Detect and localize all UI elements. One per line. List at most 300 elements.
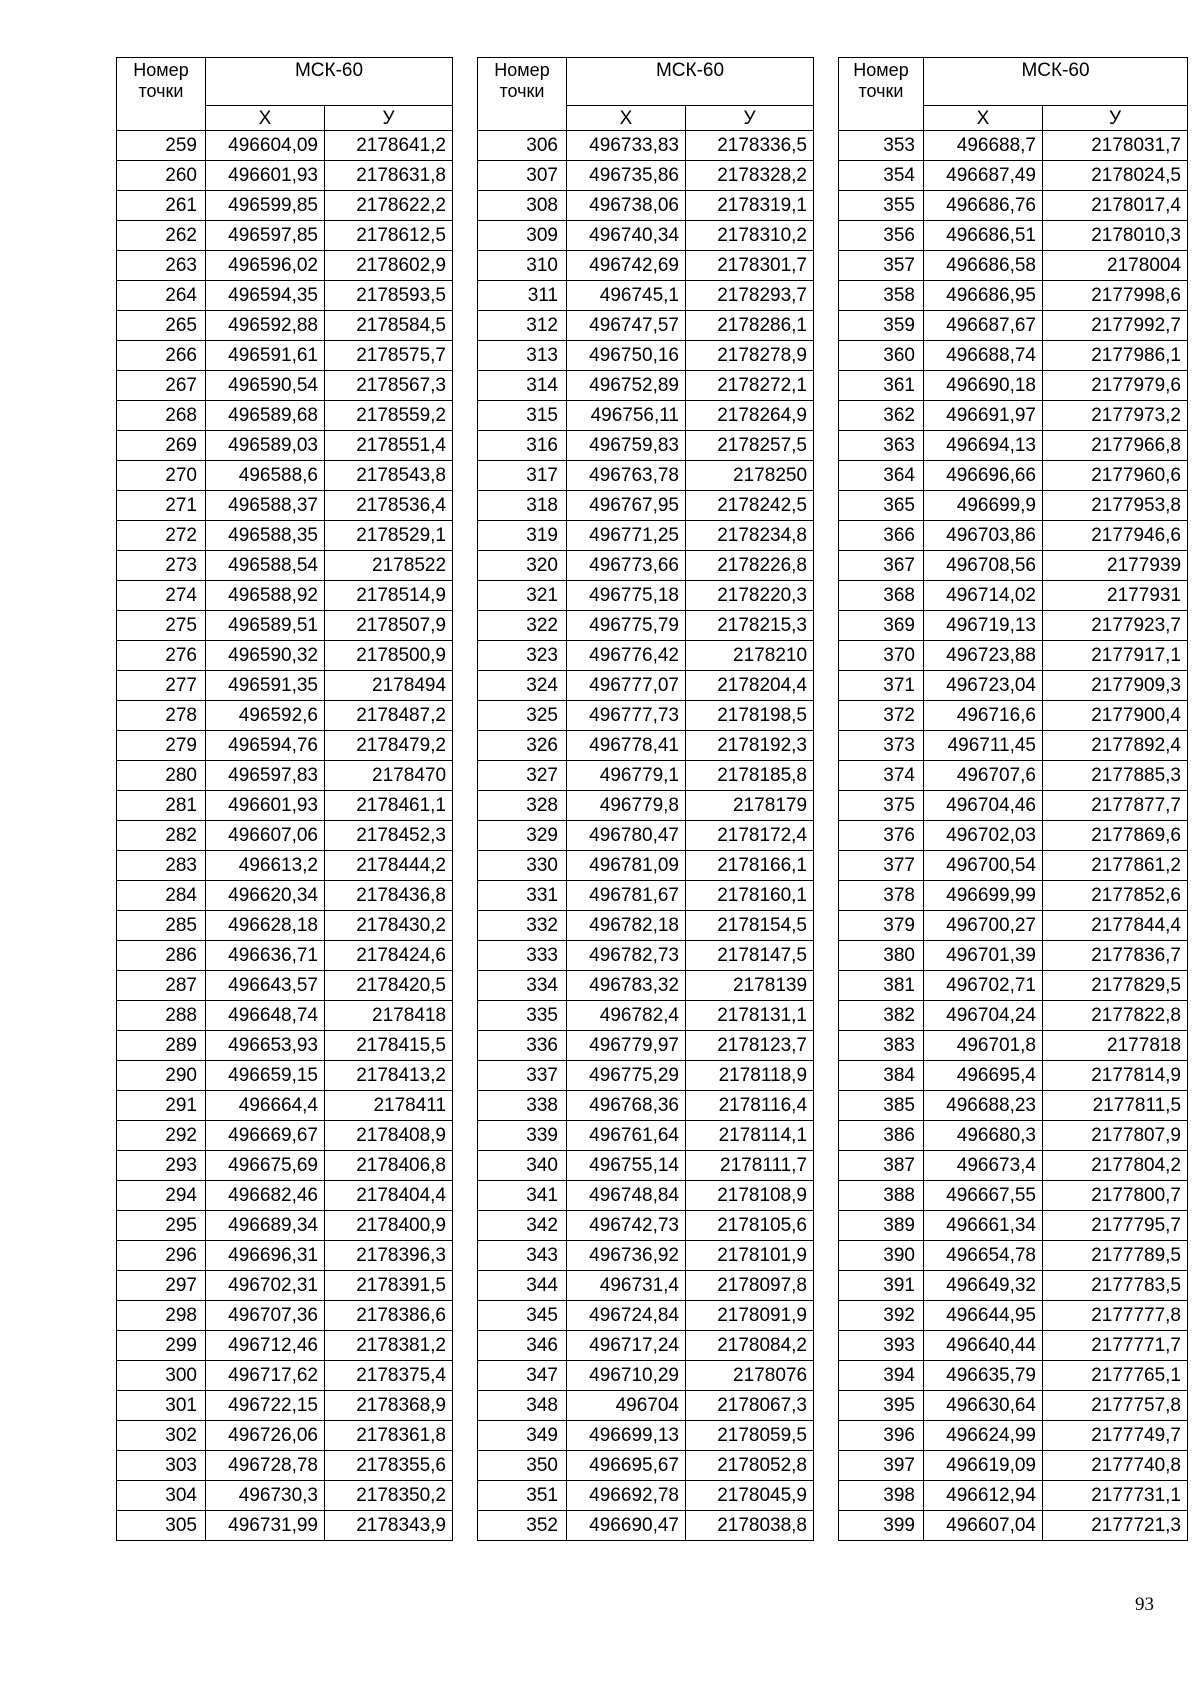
x-coordinate-cell: 496700,27: [924, 911, 1043, 941]
x-coordinate-cell: 496700,54: [924, 851, 1043, 881]
table-row: [478, 731, 814, 761]
x-coordinate-cell: 496624,99: [924, 1421, 1043, 1451]
x-coordinate-cell: 496717,62: [206, 1361, 325, 1391]
table-row: [839, 911, 1188, 941]
table-row: [839, 1331, 1188, 1361]
x-coordinate-cell: 496680,3: [924, 1121, 1043, 1151]
point-number-cell: 294: [117, 1181, 206, 1211]
table-row: [117, 1151, 453, 1181]
point-number-cell: 360: [839, 341, 924, 371]
x-coordinate-cell: 496756,11: [567, 401, 686, 431]
x-coordinate-cell: 496696,31: [206, 1241, 325, 1271]
point-number-cell: 308: [478, 191, 567, 221]
x-coordinate-cell: 496759,83: [567, 431, 686, 461]
y-coordinate-cell: 2178272,1: [686, 371, 814, 401]
table-row: [839, 401, 1188, 431]
y-coordinate-cell: 2178602,9: [325, 251, 453, 281]
x-coordinate-cell: 496673,4: [924, 1151, 1043, 1181]
point-number-cell: 344: [478, 1271, 567, 1301]
x-coordinate-cell: 496687,67: [924, 311, 1043, 341]
point-number-cell: 337: [478, 1061, 567, 1091]
y-coordinate-cell: 2177931: [1043, 581, 1188, 611]
point-number-cell: 368: [839, 581, 924, 611]
y-coordinate-cell: 2178198,5: [686, 701, 814, 731]
table-row: [478, 1481, 814, 1511]
table-row: [839, 1121, 1188, 1151]
point-number-cell: 286: [117, 941, 206, 971]
point-number-cell: 342: [478, 1211, 567, 1241]
y-coordinate-cell: 2178118,9: [686, 1061, 814, 1091]
y-coordinate-cell: 2178166,1: [686, 851, 814, 881]
table-row: [117, 761, 453, 791]
y-coordinate-cell: 2178310,2: [686, 221, 814, 251]
table-row: [478, 911, 814, 941]
y-coordinate-cell: 2178420,5: [325, 971, 453, 1001]
y-coordinate-cell: 2178301,7: [686, 251, 814, 281]
table-row: [117, 461, 453, 491]
y-coordinate-cell: 2178250: [686, 461, 814, 491]
y-coordinate-cell: 2177721,3: [1043, 1511, 1188, 1541]
table-row: [839, 461, 1188, 491]
point-number-cell: 273: [117, 551, 206, 581]
point-number-cell: 325: [478, 701, 567, 731]
x-coordinate-cell: 496763,78: [567, 461, 686, 491]
point-number-cell: 363: [839, 431, 924, 461]
x-coordinate-cell: 496776,42: [567, 641, 686, 671]
y-coordinate-cell: 2178436,8: [325, 881, 453, 911]
table-row: [117, 1511, 453, 1541]
point-number-cell: 399: [839, 1511, 924, 1541]
x-coordinate-cell: 496736,92: [567, 1241, 686, 1271]
y-coordinate-cell: 2178076: [686, 1361, 814, 1391]
y-coordinate-cell: 2177777,8: [1043, 1301, 1188, 1331]
point-number-cell: 387: [839, 1151, 924, 1181]
point-number-cell: 261: [117, 191, 206, 221]
table-row: [839, 281, 1188, 311]
x-coordinate-cell: 496779,97: [567, 1031, 686, 1061]
table-row: [478, 1121, 814, 1151]
table-row: [117, 551, 453, 581]
point-number-cell: 321: [478, 581, 567, 611]
table-row: [478, 641, 814, 671]
y-coordinate-cell: 2178045,9: [686, 1481, 814, 1511]
x-coordinate-cell: 496689,34: [206, 1211, 325, 1241]
table-row: [117, 1481, 453, 1511]
y-column-header: У: [325, 106, 453, 131]
table-row: [839, 551, 1188, 581]
point-number-cell: 264: [117, 281, 206, 311]
point-number-cell: 298: [117, 1301, 206, 1331]
table-row: [117, 341, 453, 371]
x-coordinate-cell: 496696,66: [924, 461, 1043, 491]
table-row: [478, 791, 814, 821]
x-coordinate-cell: 496728,78: [206, 1451, 325, 1481]
point-number-cell: 280: [117, 761, 206, 791]
table-row: [478, 461, 814, 491]
y-coordinate-cell: 2177822,8: [1043, 1001, 1188, 1031]
y-coordinate-cell: 2178111,7: [686, 1151, 814, 1181]
x-coordinate-cell: 496635,79: [924, 1361, 1043, 1391]
y-coordinate-cell: 2178631,8: [325, 161, 453, 191]
table-row: [839, 341, 1188, 371]
point-number-cell: 271: [117, 491, 206, 521]
table-row: [478, 581, 814, 611]
y-coordinate-cell: 2178084,2: [686, 1331, 814, 1361]
y-coordinate-cell: 2177765,1: [1043, 1361, 1188, 1391]
table-row: [839, 1151, 1188, 1181]
point-number-cell: 371: [839, 671, 924, 701]
table-row: [478, 191, 814, 221]
table-row: [117, 941, 453, 971]
y-coordinate-cell: 2178368,9: [325, 1391, 453, 1421]
table-row: [117, 251, 453, 281]
x-coordinate-cell: 496653,93: [206, 1031, 325, 1061]
x-coordinate-cell: 496712,46: [206, 1331, 325, 1361]
y-coordinate-cell: 2177986,1: [1043, 341, 1188, 371]
y-coordinate-cell: 2177818: [1043, 1031, 1188, 1061]
point-number-cell: 374: [839, 761, 924, 791]
x-coordinate-cell: 496690,18: [924, 371, 1043, 401]
y-coordinate-cell: 2178257,5: [686, 431, 814, 461]
point-number-cell: 346: [478, 1331, 567, 1361]
page-number: 93: [1135, 1594, 1154, 1615]
table-row: [839, 731, 1188, 761]
table-row: [839, 191, 1188, 221]
x-coordinate-cell: 496649,32: [924, 1271, 1043, 1301]
table-row: [478, 491, 814, 521]
x-coordinate-cell: 496687,49: [924, 161, 1043, 191]
table-row: [117, 1241, 453, 1271]
x-coordinate-cell: 496704,46: [924, 791, 1043, 821]
y-coordinate-cell: 2178514,9: [325, 581, 453, 611]
point-number-cell: 306: [478, 131, 567, 161]
table-row: [839, 971, 1188, 1001]
x-coordinate-cell: 496707,6: [924, 761, 1043, 791]
x-coordinate-cell: 496780,47: [567, 821, 686, 851]
point-number-cell: 320: [478, 551, 567, 581]
point-number-cell: 376: [839, 821, 924, 851]
table-row: [478, 611, 814, 641]
y-coordinate-cell: 2177909,3: [1043, 671, 1188, 701]
table-row: [839, 581, 1188, 611]
y-coordinate-cell: 2177992,7: [1043, 311, 1188, 341]
x-coordinate-cell: 496773,66: [567, 551, 686, 581]
point-number-cell: 378: [839, 881, 924, 911]
table-row: [478, 161, 814, 191]
x-coordinate-cell: 496782,73: [567, 941, 686, 971]
point-number-cell: 373: [839, 731, 924, 761]
table-row: [117, 1421, 453, 1451]
y-coordinate-cell: 2178067,3: [686, 1391, 814, 1421]
table-row: [478, 1301, 814, 1331]
point-number-cell: 301: [117, 1391, 206, 1421]
x-coordinate-cell: 496782,4: [567, 1001, 686, 1031]
x-coordinate-cell: 496722,15: [206, 1391, 325, 1421]
point-number-cell: 329: [478, 821, 567, 851]
point-number-cell: 372: [839, 701, 924, 731]
x-coordinate-cell: 496688,7: [924, 131, 1043, 161]
table-row: [839, 941, 1188, 971]
point-number-cell: 333: [478, 941, 567, 971]
point-number-cell: 349: [478, 1421, 567, 1451]
y-coordinate-cell: 2177966,8: [1043, 431, 1188, 461]
table-row: [839, 251, 1188, 281]
x-coordinate-cell: 496601,93: [206, 161, 325, 191]
point-number-header: Номер точки: [839, 58, 924, 131]
x-coordinate-cell: 496735,86: [567, 161, 686, 191]
x-coordinate-cell: 496619,09: [924, 1451, 1043, 1481]
x-coordinate-cell: 496686,51: [924, 221, 1043, 251]
x-coordinate-cell: 496686,76: [924, 191, 1043, 221]
y-coordinate-cell: 2178234,8: [686, 521, 814, 551]
point-number-cell: 352: [478, 1511, 567, 1541]
table-row: [117, 1331, 453, 1361]
point-number-cell: 266: [117, 341, 206, 371]
y-coordinate-cell: 2178529,1: [325, 521, 453, 551]
x-coordinate-cell: 496717,24: [567, 1331, 686, 1361]
y-coordinate-cell: 2178052,8: [686, 1451, 814, 1481]
x-coordinate-cell: 496594,76: [206, 731, 325, 761]
table-row: [478, 311, 814, 341]
point-number-cell: 323: [478, 641, 567, 671]
point-number-cell: 330: [478, 851, 567, 881]
x-coordinate-cell: 496701,39: [924, 941, 1043, 971]
point-number-cell: 287: [117, 971, 206, 1001]
y-coordinate-cell: 2178215,3: [686, 611, 814, 641]
x-coordinate-cell: 496723,04: [924, 671, 1043, 701]
x-coordinate-cell: 496738,06: [567, 191, 686, 221]
y-coordinate-cell: 2178551,4: [325, 431, 453, 461]
point-number-cell: 272: [117, 521, 206, 551]
y-coordinate-cell: 2178400,9: [325, 1211, 453, 1241]
table-row: [478, 371, 814, 401]
table-row: [478, 851, 814, 881]
table-row: [478, 761, 814, 791]
point-number-cell: 394: [839, 1361, 924, 1391]
table-row: [478, 1271, 814, 1301]
table-row: [839, 851, 1188, 881]
point-number-cell: 309: [478, 221, 567, 251]
point-number-cell: 317: [478, 461, 567, 491]
y-coordinate-cell: 2177900,4: [1043, 701, 1188, 731]
y-coordinate-cell: 2178010,3: [1043, 221, 1188, 251]
x-coordinate-cell: 496643,57: [206, 971, 325, 1001]
y-coordinate-cell: 2178343,9: [325, 1511, 453, 1541]
y-coordinate-cell: 2178226,8: [686, 551, 814, 581]
point-number-cell: 369: [839, 611, 924, 641]
x-coordinate-cell: 496733,83: [567, 131, 686, 161]
point-number-cell: 289: [117, 1031, 206, 1061]
x-coordinate-cell: 496594,35: [206, 281, 325, 311]
point-number-cell: 364: [839, 461, 924, 491]
y-coordinate-cell: 2178415,5: [325, 1031, 453, 1061]
point-number-cell: 265: [117, 311, 206, 341]
point-number-header: Номер точки: [117, 58, 206, 131]
table-row: [117, 641, 453, 671]
table-row: [117, 1391, 453, 1421]
table-row: [839, 1361, 1188, 1391]
table-row: [839, 1271, 1188, 1301]
point-number-cell: 277: [117, 671, 206, 701]
point-number-cell: 303: [117, 1451, 206, 1481]
x-coordinate-cell: 496710,29: [567, 1361, 686, 1391]
y-coordinate-cell: 2178154,5: [686, 911, 814, 941]
table-row: [839, 1511, 1188, 1541]
point-number-cell: 383: [839, 1031, 924, 1061]
x-coordinate-cell: 496675,69: [206, 1151, 325, 1181]
table-row: [117, 161, 453, 191]
x-coordinate-cell: 496775,29: [567, 1061, 686, 1091]
y-coordinate-cell: 2178396,3: [325, 1241, 453, 1271]
x-coordinate-cell: 496588,92: [206, 581, 325, 611]
table-row: [839, 431, 1188, 461]
y-coordinate-cell: 2177757,8: [1043, 1391, 1188, 1421]
table-row: [117, 131, 453, 161]
point-number-cell: 389: [839, 1211, 924, 1241]
y-coordinate-cell: 2178038,8: [686, 1511, 814, 1541]
point-number-cell: 334: [478, 971, 567, 1001]
table-row: [478, 281, 814, 311]
x-coordinate-cell: 496597,85: [206, 221, 325, 251]
x-coordinate-cell: 496589,68: [206, 401, 325, 431]
y-coordinate-cell: 2177953,8: [1043, 491, 1188, 521]
y-coordinate-cell: 2177807,9: [1043, 1121, 1188, 1151]
table-row: [117, 1451, 453, 1481]
y-coordinate-cell: 2178108,9: [686, 1181, 814, 1211]
y-coordinate-cell: 2178116,4: [686, 1091, 814, 1121]
x-coordinate-cell: 496781,09: [567, 851, 686, 881]
table-row: [839, 881, 1188, 911]
table-row: [478, 401, 814, 431]
x-coordinate-cell: 496702,31: [206, 1271, 325, 1301]
point-number-cell: 304: [117, 1481, 206, 1511]
x-coordinate-cell: 496597,83: [206, 761, 325, 791]
x-coordinate-cell: 496661,34: [924, 1211, 1043, 1241]
x-coordinate-cell: 496695,4: [924, 1061, 1043, 1091]
y-coordinate-cell: 2178418: [325, 1001, 453, 1031]
point-number-cell: 268: [117, 401, 206, 431]
point-number-cell: 393: [839, 1331, 924, 1361]
point-number-cell: 388: [839, 1181, 924, 1211]
y-coordinate-cell: 2177917,1: [1043, 641, 1188, 671]
point-number-cell: 270: [117, 461, 206, 491]
y-coordinate-cell: 2178242,5: [686, 491, 814, 521]
point-number-cell: 283: [117, 851, 206, 881]
point-number-cell: 259: [117, 131, 206, 161]
table-row: [839, 131, 1188, 161]
point-number-cell: 386: [839, 1121, 924, 1151]
y-coordinate-cell: 2178487,2: [325, 701, 453, 731]
x-coordinate-cell: 496730,3: [206, 1481, 325, 1511]
point-number-cell: 322: [478, 611, 567, 641]
table-row: [117, 281, 453, 311]
table-row: [839, 641, 1188, 671]
point-number-cell: 312: [478, 311, 567, 341]
y-coordinate-cell: 2178391,5: [325, 1271, 453, 1301]
x-coordinate-cell: 496669,67: [206, 1121, 325, 1151]
y-coordinate-cell: 2178091,9: [686, 1301, 814, 1331]
x-coordinate-cell: 496779,8: [567, 791, 686, 821]
point-number-cell: 357: [839, 251, 924, 281]
y-coordinate-cell: 2178507,9: [325, 611, 453, 641]
y-coordinate-cell: 2178404,4: [325, 1181, 453, 1211]
y-column-header: У: [1043, 106, 1188, 131]
point-number-cell: 380: [839, 941, 924, 971]
table-row: [839, 491, 1188, 521]
point-number-cell: 332: [478, 911, 567, 941]
x-coordinate-cell: 496686,58: [924, 251, 1043, 281]
point-number-cell: 385: [839, 1091, 924, 1121]
table-row: [478, 221, 814, 251]
x-coordinate-cell: 496644,95: [924, 1301, 1043, 1331]
point-number-cell: 397: [839, 1451, 924, 1481]
table-row: [117, 1061, 453, 1091]
point-number-cell: 282: [117, 821, 206, 851]
table-row: [117, 821, 453, 851]
point-number-cell: 362: [839, 401, 924, 431]
table-row: [839, 1451, 1188, 1481]
point-number-cell: 395: [839, 1391, 924, 1421]
table-row: [839, 761, 1188, 791]
point-number-cell: 347: [478, 1361, 567, 1391]
point-number-cell: 315: [478, 401, 567, 431]
table-row: [117, 731, 453, 761]
y-coordinate-cell: 2177836,7: [1043, 941, 1188, 971]
y-coordinate-cell: 2178147,5: [686, 941, 814, 971]
x-coordinate-cell: 496731,99: [206, 1511, 325, 1541]
point-number-cell: 311: [478, 281, 567, 311]
y-coordinate-cell: 2178031,7: [1043, 131, 1188, 161]
coordinate-table-2: [477, 57, 814, 1541]
point-number-cell: 274: [117, 581, 206, 611]
x-coordinate-cell: 496695,67: [567, 1451, 686, 1481]
table-body: [478, 131, 814, 1541]
point-number-cell: 307: [478, 161, 567, 191]
y-coordinate-cell: 2178114,1: [686, 1121, 814, 1151]
y-coordinate-cell: 2178461,1: [325, 791, 453, 821]
x-coordinate-cell: 496628,18: [206, 911, 325, 941]
point-number-cell: 366: [839, 521, 924, 551]
x-coordinate-cell: 496694,13: [924, 431, 1043, 461]
x-coordinate-cell: 496691,97: [924, 401, 1043, 431]
point-number-cell: 276: [117, 641, 206, 671]
point-number-cell: 297: [117, 1271, 206, 1301]
y-coordinate-cell: 2178131,1: [686, 1001, 814, 1031]
x-coordinate-cell: 496777,07: [567, 671, 686, 701]
y-coordinate-cell: 2177829,5: [1043, 971, 1188, 1001]
table-row: [478, 1151, 814, 1181]
table-row: [478, 1091, 814, 1121]
point-number-cell: 331: [478, 881, 567, 911]
y-column-header: У: [686, 106, 814, 131]
table-row: [478, 1361, 814, 1391]
table-row: [117, 1091, 453, 1121]
y-coordinate-cell: 2177973,2: [1043, 401, 1188, 431]
x-coordinate-cell: 496768,36: [567, 1091, 686, 1121]
point-number-cell: 336: [478, 1031, 567, 1061]
table-row: [478, 971, 814, 1001]
x-coordinate-cell: 496719,13: [924, 611, 1043, 641]
y-coordinate-cell: 2178543,8: [325, 461, 453, 491]
table-row: [117, 851, 453, 881]
x-coordinate-cell: 496708,56: [924, 551, 1043, 581]
table-row: [478, 821, 814, 851]
y-coordinate-cell: 2178220,3: [686, 581, 814, 611]
y-coordinate-cell: 2178185,8: [686, 761, 814, 791]
table-row: [478, 251, 814, 281]
table-row: [839, 671, 1188, 701]
table-row: [839, 1211, 1188, 1241]
